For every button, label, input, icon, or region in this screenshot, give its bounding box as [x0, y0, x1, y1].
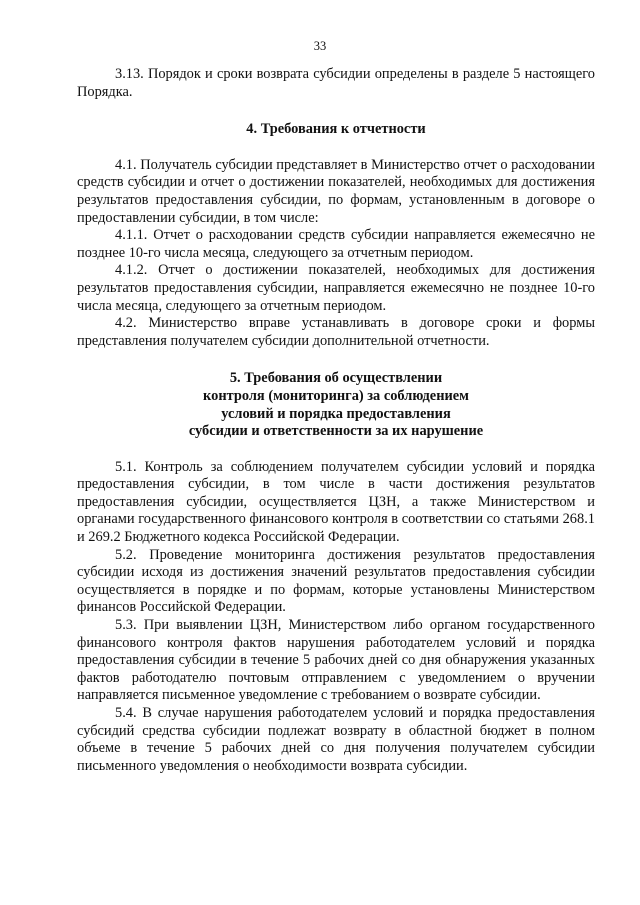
section-5-heading-line: условий и порядка предоставления: [221, 405, 451, 422]
page-content: [77, 66, 595, 775]
section-5-heading-line: 5. Требования об осуществлении: [229, 370, 443, 387]
paragraph-5-1: 5.1. Контроль за соблюдением получателем субсидии условий и порядка предоставления субсидии, в том числе в части достижения результатов предоставления субсидии, осуществляется ЦЗН, а также Министерством и органами государственного финансового контроля в соответствии со статьями 268.1 и 269.2 Бюджетного кодекса Российской Федерации.: [77, 458, 595, 546]
paragraph-5-4: 5.4. В случае нарушения работодателем условий и порядка предоставления субсидий средства субсидии подлежат возврату в областной бюджет в полном объеме в течение 5 рабочих дней со дня получения получателем субсидии письменного уведомления о необходимости возврата субсидии.: [77, 705, 595, 774]
paragraph-4-2: 4.2. Министерство вправе устанавливать в договоре сроки и формы представления получателем субсидии дополнительной отчетности.: [77, 315, 595, 349]
paragraph-3-13: 3.13. Порядок и сроки возврата субсидии определены в разделе 5 настоящего Порядка.: [77, 66, 595, 100]
section-4-heading: 4. Требования к отчетности: [246, 121, 426, 138]
paragraph-5-2: 5.2. Проведение мониторинга достижения результатов предоставления субсидии исходя из достижения значений результатов предоставления субсидии осуществляется в порядке и по формам, которые установлены Министерством финансов Российской Федерации.: [77, 546, 595, 616]
section-5-heading: [77, 370, 595, 440]
page-number: 33: [313, 39, 327, 53]
paragraph-4-1-2: 4.1.2. Отчет о достижении показателей, необходимых для достижения результатов предоставления субсидии, направляется ежемесячно не позднее 10-го числа месяца, следующего за отчетным периодом.: [77, 262, 595, 314]
section-5-heading-line: субсидии и ответственности за их нарушение: [188, 423, 484, 440]
paragraph-5-3: 5.3. При выявлении ЦЗН, Министерством либо органом государственного финансового контроля фактов нарушения работодателем условий и порядка предоставления субсидии в течение 5 рабочих дней со дня обнаружения указанных фактов работодателю почтовым отправлением с уведомлением о вручении направляется письменное уведомление с требованием о возврате субсидии.: [77, 617, 595, 704]
paragraph-4-1: 4.1. Получатель субсидии представляет в Министерство отчет о расходовании средств субсидии и отчет о достижении показателей, необходимых для достижения результатов предоставления субсидии, по формам, установленным в договоре о предоставлении субсидии, в том числе:: [77, 156, 595, 226]
section-5-heading-line: контроля (мониторинга) за соблюдением: [203, 387, 469, 404]
paragraph-4-1-1: 4.1.1. Отчет о расходовании средств субсидии направляется ежемесячно не позднее 10-го числа месяца, следующего за отчетным периодом.: [77, 227, 595, 261]
